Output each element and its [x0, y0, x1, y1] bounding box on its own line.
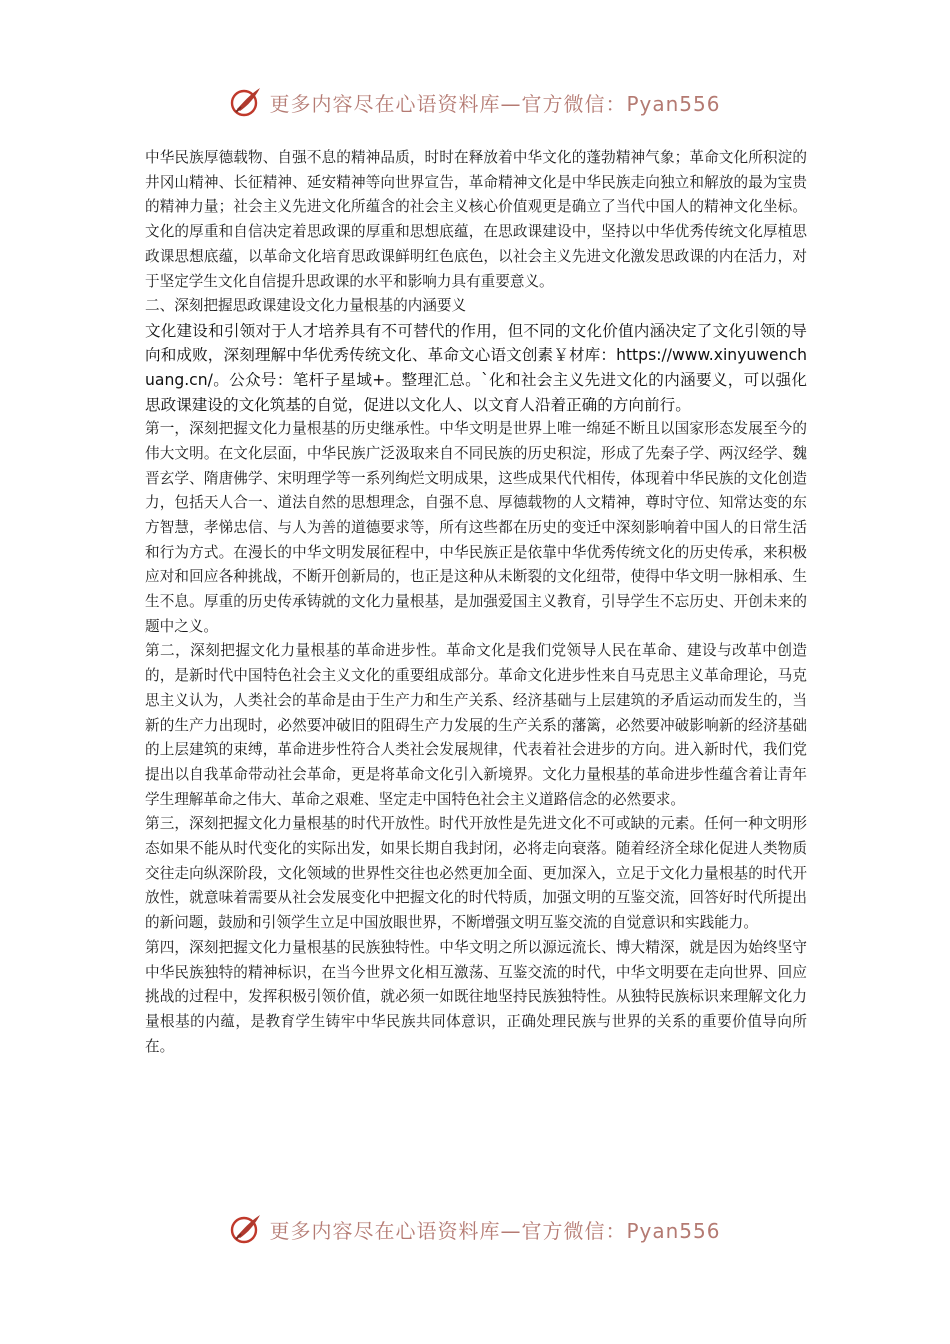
footer-watermark-banner	[0, 1207, 950, 1251]
paragraph-point-2: 第二，深刻把握文化力量根基的革命进步性。革命文化是我们党领导人民在革命、建设与改革中创造的，是新时代中国特色社会主义文化的重要组成部分。革命文化进步性来自马克思主义革命理论，马克思主义认为，人类社会的革命是由于生产力和生产关系、经济基础与上层建筑的矛盾运动而发生的，当新的生产力出现时，必然要冲破旧的阻碍生产力发展的生产关系的藩篱，必然要冲破影响新的经济基础的上层建筑的束缚，革命进步性符合人类社会发展规律，代表着社会进步的方向。进入新时代，我们党提出以自我革命带动社会革命，更是将革命文化引入新境界。文化力量根基的革命进步性蕴含着让青年学生理解革命之伟大、革命之艰难、坚定走中国特色社会主义道路信念的必然要求。	[145, 642, 807, 808]
paragraph-cultural-confidence: 中华民族厚德载物、自强不息的精神品质，时时在释放着中华文化的蓬勃精神气象；革命文化所积淀的井冈山精神、长征精神、延安精神等向世界宣告，革命精神文化是中华民族走向独立和解放的最为宝贵的精神力量；社会主义先进文化所蕴含的社会主义核心价值观更是确立了当代中国人的精神文化坐标。文化的厚重和自信决定着思政课的厚重和思想底蕴，在思政课建设中，坚持以中华优秀传统文化厚植思政课思想底蕴，以革命文化培育思政课鲜明红色底色，以社会主义先进文化激发思政课的内在活力，对于坚定学生文化自信提升思政课的水平和影响力具有重要意义。	[145, 149, 807, 290]
paragraph-point-4: 第四，深刻把握文化力量根基的民族独特性。中华文明之所以源远流长、博大精深，就是因为始终坚守中华民族独特的精神标识，在当今世界文化相互激荡、互鉴交流的时代，中华文明要在走向世界、回应挑战的过程中，发挥积极引领价值，就必须一如既往地坚持民族独特性。从独特民族标识来理解文化力量根基的内蕴，是教育学生铸牢中华民族共同体意识，正确处理民族与世界的关系的重要价值导向所在。	[145, 938, 807, 1055]
footer-watermark-text: 更多内容尽在心语资料库—官方微信：Pyan556	[269, 1218, 721, 1243]
header-watermark-text: 更多内容尽在心语资料库—官方微信：Pyan556	[269, 91, 721, 116]
paragraph-point-1: 第一，深刻把握文化力量根基的历史继承性。中华文明是世界上唯一绵延不断且以国家形态发展至今的伟大文明。在文化层面，中华民族广泛汲取来自不同民族的历史积淀，形成了先秦子学、两汉经学、魏晋玄学、隋唐佛学、宋明理学等一系列绚烂文明成果，这些成果代代相传，体现着中华民族的文化创造力，包括天人合一、道法自然的思想理念，自强不息、厚德载物的人文精神，尊时守位、知常达变的东方智慧，孝悌忠信、与人为善的道德要求等，所有这些都在历史的变迁中深刻影响着中国人的日常生活和行为方式。在漫长的中华文明发展征程中，中华民族正是依靠中华优秀传统文化的历史传承，来积极应对和回应各种挑战，不断开创新局的，也正是这种从未断裂的文化纽带，使得中华文明一脉相承、生生不息。厚重的历史传承铸就的文化力量根基，是加强爱国主义教育，引导学生不忘历史、开创未来的题中之义。	[145, 420, 807, 635]
document-body	[145, 146, 807, 1059]
section-heading-2: 二、深刻把握思政课建设文化力量根基的内涵要义	[145, 297, 467, 315]
paragraph-point-3: 第三，深刻把握文化力量根基的时代开放性。时代开放性是先进文化不可或缺的元素。任何一种文明形态如果不能从时代变化的实际出发，如果长期自我封闭，必将走向衰落。随着经济全球化促进人类物质交往走向纵深阶段，文化领域的世界性交往也必然更加全面、更加深入，立足于文化力量根基的时代开放性，就意味着需要从社会发展变化中把握文化的时代特质，加强文明的互鉴交流，回答好时代所提出的新问题，鼓励和引领学生立足中国放眼世界，不断增强文明互鉴交流的自觉意识和实践能力。	[145, 815, 807, 932]
quill-pen-logo-icon	[229, 1212, 263, 1246]
header-watermark-banner	[0, 80, 950, 124]
quill-pen-logo-icon	[229, 85, 263, 119]
paragraph-intro-with-promo: 文化建设和引领对于人才培养具有不可替代的作用，但不同的文化价值内涵决定了文化引领的导向和成败，深刻理解中华优秀传统文化、革命文心语文创素￥材库：https://www.xinyuwenchuang.cn/。公众号：笔杆子星域+。整理汇总。`化和社会主义先进文化的内涵要义，可以强化思政课建设的文化筑基的自觉，促进以文化人、以文育人沿着正确的方向前行。	[145, 321, 807, 414]
